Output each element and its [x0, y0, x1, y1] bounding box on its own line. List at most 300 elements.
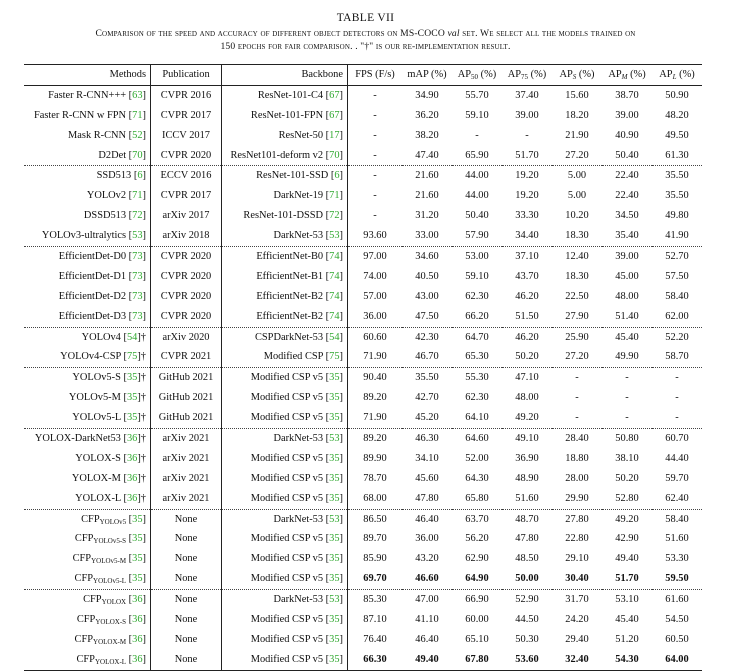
citation-link[interactable]: 35 [132, 573, 143, 585]
citation-link[interactable]: 36 [126, 472, 138, 484]
fps-cell: 89.20 [348, 429, 403, 449]
apm-cell: 45.00 [615, 270, 639, 282]
aps-cell: 27.90 [565, 310, 589, 322]
citation-link[interactable]: 35 [329, 412, 340, 424]
apl-cell: - [675, 412, 679, 424]
citation-link[interactable]: 35 [329, 573, 340, 585]
backbone-cell: Modified CSP v5 [35] [222, 388, 348, 408]
aps-cell: 18.30 [565, 270, 589, 282]
fps-cell: 68.00 [363, 492, 387, 504]
citation-link[interactable]: 67 [329, 109, 340, 121]
citation-link[interactable]: 35 [132, 513, 143, 525]
apm-cell: 51.20 [615, 633, 639, 645]
ap50-cell: 67.80 [452, 650, 502, 670]
ap75-cell: 43.70 [515, 270, 539, 282]
publication-cell: CVPR 2020 [151, 267, 222, 287]
apl-cell: 58.40 [665, 290, 689, 302]
map-cell: 47.80 [415, 492, 439, 504]
apm-cell: 38.10 [615, 452, 639, 464]
citation-link[interactable]: 75 [126, 351, 138, 363]
ap75-cell: 51.70 [515, 149, 539, 161]
ap75-cell: 39.00 [515, 109, 539, 121]
ap75-cell: 50.00 [515, 573, 539, 585]
method-cell: EfficientDet-D0 [73] [24, 247, 151, 267]
citation-link[interactable]: 74 [329, 270, 340, 282]
table-row [24, 347, 702, 367]
apl-cell: 48.20 [665, 109, 689, 121]
citation-link[interactable]: 35 [126, 372, 138, 384]
aps-cell: 30.40 [565, 573, 589, 585]
apl-cell: 60.70 [652, 429, 702, 449]
publication-cell: GitHub 2021 [151, 368, 222, 388]
ap50-cell: 44.00 [465, 190, 489, 202]
citation-link[interactable]: 52 [132, 129, 143, 141]
method-cell: $CFP_{YOLOv5}$ [35] [24, 509, 151, 529]
table-row [24, 267, 702, 287]
citation-link[interactable]: 70 [132, 149, 143, 161]
backbone-cell: DarkNet-53 [53] [222, 590, 348, 610]
backbone-cell: Modified CSP v5 [35] [222, 610, 348, 630]
apl-cell: 62.40 [665, 492, 689, 504]
header-publication: Publication [151, 65, 222, 86]
apl-cell: 59.50 [665, 573, 689, 585]
aps-cell: 32.40 [552, 650, 602, 670]
publication-cell: CVPR 2020 [151, 287, 222, 307]
apm-cell: 45.40 [602, 327, 652, 347]
table-row [24, 489, 702, 509]
citation-link[interactable]: 35 [329, 392, 340, 404]
caption-part2: set. We select all the models trained on [462, 28, 636, 39]
map-cell: 34.10 [415, 452, 439, 464]
map-cell: 34.60 [402, 247, 452, 267]
apl-cell: 35.50 [665, 190, 689, 202]
fps-cell: 87.10 [363, 613, 387, 625]
backbone-cell: Modified CSP [75] [222, 347, 348, 367]
publication-cell: None [151, 509, 222, 529]
citation-link[interactable]: 36 [132, 633, 143, 645]
citation-link[interactable]: 35 [329, 452, 340, 464]
ap50-cell: 52.00 [465, 452, 489, 464]
ap50-cell: 63.70 [452, 509, 502, 529]
apm-cell: 49.90 [615, 351, 639, 363]
ap50-cell: 55.30 [452, 368, 502, 388]
header-apl: $AP_L$ (%) [652, 65, 702, 86]
fps-cell: 85.90 [363, 553, 387, 565]
publication-cell: arXiv 2017 [151, 206, 222, 226]
citation-link[interactable]: 36 [132, 594, 143, 606]
citation-link[interactable]: 75 [329, 351, 340, 363]
citation-link[interactable]: 54 [126, 331, 138, 343]
ap75-cell: 37.10 [502, 247, 552, 267]
fps-cell: 89.90 [363, 452, 387, 464]
ap75-cell: 48.00 [515, 392, 539, 404]
table-row [24, 206, 702, 226]
apm-cell: 40.90 [615, 129, 639, 141]
apm-cell: 50.40 [615, 149, 639, 161]
citation-link[interactable]: 70 [329, 149, 340, 161]
table-row [24, 529, 702, 549]
ap50-cell: 60.00 [465, 613, 489, 625]
fps-cell: 90.40 [348, 368, 403, 388]
aps-cell: 29.10 [565, 553, 589, 565]
table-row [24, 569, 702, 589]
method-cell: EfficientDet-D3 [73] [24, 307, 151, 327]
backbone-cell: EfficientNet-B0 [74] [222, 247, 348, 267]
citation-link[interactable]: 53 [132, 230, 143, 242]
method-cell: EfficientDet-D1 [73] [24, 267, 151, 287]
ap50-cell: 56.20 [465, 533, 489, 545]
aps-cell: - [575, 392, 579, 404]
aps-cell: 25.90 [552, 327, 602, 347]
ap50-cell: - [475, 129, 479, 141]
citation-link[interactable]: 35 [329, 492, 340, 504]
table-body [24, 85, 702, 670]
map-cell: 42.30 [402, 327, 452, 347]
backbone-cell: DarkNet-53 [53] [222, 226, 348, 246]
table-row [24, 226, 702, 246]
apm-cell: 22.40 [615, 190, 639, 202]
aps-cell: 27.80 [552, 509, 602, 529]
citation-link[interactable]: 35 [329, 553, 340, 565]
aps-cell: 29.40 [565, 633, 589, 645]
citation-link[interactable]: 73 [132, 290, 143, 302]
method-cell: Mask R-CNN [52] [24, 126, 151, 146]
publication-cell: GitHub 2021 [151, 408, 222, 428]
ap75-cell: 46.20 [502, 327, 552, 347]
aps-cell: 5.00 [567, 190, 587, 202]
apm-cell: 49.40 [615, 553, 639, 565]
citation-link[interactable]: 35 [132, 533, 143, 545]
backbone-cell: Modified CSP v5 [35] [222, 469, 348, 489]
aps-cell: 27.20 [565, 351, 589, 363]
ap75-cell: 37.40 [515, 89, 539, 101]
citation-link[interactable]: 72 [132, 210, 143, 222]
citation-link[interactable]: 74 [329, 250, 340, 262]
citation-link[interactable]: 71 [132, 109, 143, 121]
method-cell: $CFP_{YOLOX-L}$ [36] [24, 650, 151, 670]
header-fps: FPS (F/s) [348, 65, 403, 86]
fps-cell: - [373, 109, 377, 121]
citation-link[interactable]: 63 [132, 89, 143, 101]
citation-link[interactable]: 71 [132, 190, 143, 202]
map-cell: 33.00 [415, 230, 439, 242]
backbone-cell: Modified CSP v5 [35] [222, 650, 348, 670]
ap50-cell: 44.00 [452, 166, 502, 186]
method-cell: YOLOX-S [36]† [24, 449, 151, 469]
apl-cell: 49.80 [665, 210, 689, 222]
publication-cell: CVPR 2017 [151, 106, 222, 126]
apl-cell: 59.70 [665, 472, 689, 484]
citation-link[interactable]: 35 [126, 392, 138, 404]
citation-link[interactable]: 17 [329, 129, 340, 141]
map-cell: 43.20 [415, 553, 439, 565]
apl-cell: 44.40 [665, 452, 689, 464]
apm-cell: 34.50 [615, 210, 639, 222]
citation-link[interactable]: 53 [329, 230, 340, 242]
fps-cell: 66.30 [348, 650, 403, 670]
method-cell: YOLOv2 [71] [24, 186, 151, 206]
citation-link[interactable]: 73 [132, 310, 143, 322]
citation-link[interactable]: 35 [329, 653, 340, 665]
ap50-cell: 65.90 [465, 149, 489, 161]
publication-cell: GitHub 2021 [151, 388, 222, 408]
citation-link[interactable]: 74 [329, 290, 340, 302]
backbone-cell: ResNet-50 [17] [222, 126, 348, 146]
header-ap75: $AP_{75}$ (%) [502, 65, 552, 86]
aps-cell: 15.60 [565, 89, 589, 101]
fps-cell: 36.00 [363, 310, 387, 322]
header-ap50: $AP_{50}$ (%) [452, 65, 502, 86]
table-row [24, 287, 702, 307]
apl-cell: 41.90 [665, 230, 689, 242]
table-row [24, 408, 702, 428]
citation-link[interactable]: 6 [137, 170, 143, 182]
map-cell: 21.60 [402, 166, 452, 186]
table-row [24, 126, 702, 146]
method-cell: YOLOv5-M [35]† [24, 388, 151, 408]
fps-cell: 85.30 [348, 590, 403, 610]
aps-cell: 27.20 [565, 149, 589, 161]
publication-cell: None [151, 529, 222, 549]
method-cell: YOLOv4-CSP [75]† [24, 347, 151, 367]
ap50-cell: 64.10 [465, 412, 489, 424]
fps-cell: - [373, 210, 377, 222]
fps-cell: 86.50 [348, 509, 403, 529]
fps-cell: 57.00 [363, 290, 387, 302]
method-cell: $CFP_{YOLOv5-S}$ [35] [24, 529, 151, 549]
table-row [24, 186, 702, 206]
backbone-cell: EfficientNet-B1 [74] [222, 267, 348, 287]
citation-link[interactable]: 35 [132, 553, 143, 565]
caption-line2: 150 epochs for fair comparison. . "†" is our re-implementation result. [220, 41, 511, 52]
backbone-cell: ResNet-101-C4 [67] [222, 85, 348, 105]
aps-cell: - [575, 412, 579, 424]
method-cell: $CFP_{YOLOX}$ [36] [24, 590, 151, 610]
apl-cell: - [675, 392, 679, 404]
backbone-cell: CSPDarkNet-53 [54] [222, 327, 348, 347]
ap50-cell: 66.90 [452, 590, 502, 610]
publication-cell: None [151, 610, 222, 630]
apl-cell: 54.50 [665, 613, 689, 625]
table-row [24, 146, 702, 166]
fps-cell: 89.70 [363, 533, 387, 545]
header-backbone: Backbone [222, 65, 348, 86]
citation-link[interactable]: 73 [132, 250, 143, 262]
map-cell: 47.00 [402, 590, 452, 610]
method-cell: $CFP_{YOLOX-S}$ [36] [24, 610, 151, 630]
apl-cell: 52.70 [652, 247, 702, 267]
fps-cell: - [373, 190, 377, 202]
ap75-cell: 48.70 [502, 509, 552, 529]
fps-cell: 78.70 [363, 472, 387, 484]
citation-link[interactable]: 71 [329, 190, 340, 202]
apl-cell: 61.30 [665, 149, 689, 161]
fps-cell: 60.60 [348, 327, 403, 347]
backbone-cell: Modified CSP v5 [35] [222, 368, 348, 388]
apm-cell: 39.00 [615, 109, 639, 121]
method-cell: YOLOv4 [54]† [24, 327, 151, 347]
ap75-cell: 47.10 [502, 368, 552, 388]
ap50-cell: 65.80 [465, 492, 489, 504]
apm-cell: 50.80 [602, 429, 652, 449]
publication-cell: arXiv 2021 [151, 429, 222, 449]
citation-link[interactable]: 35 [329, 613, 340, 625]
aps-cell: 18.20 [565, 109, 589, 121]
citation-link[interactable]: 72 [329, 210, 340, 222]
citation-link[interactable]: 35 [329, 633, 340, 645]
ap75-cell: 49.20 [515, 412, 539, 424]
publication-cell: arXiv 2018 [151, 226, 222, 246]
fps-cell: - [348, 166, 403, 186]
apl-cell: 64.00 [652, 650, 702, 670]
backbone-cell: EfficientNet-B2 [74] [222, 287, 348, 307]
apl-cell: 50.90 [665, 89, 689, 101]
map-cell: 35.50 [402, 368, 452, 388]
apl-cell: 57.50 [665, 270, 689, 282]
citation-link[interactable]: 67 [329, 89, 340, 101]
publication-cell: CVPR 2021 [151, 347, 222, 367]
method-cell: Faster R-CNN w FPN [71] [24, 106, 151, 126]
ap75-cell: 19.20 [502, 166, 552, 186]
citation-link[interactable]: 36 [126, 452, 138, 464]
apm-cell: 54.30 [602, 650, 652, 670]
header-row [24, 65, 702, 86]
table-row [24, 166, 702, 186]
apl-cell: 62.00 [665, 310, 689, 322]
map-cell: 36.20 [415, 109, 439, 121]
fps-cell: 76.40 [363, 633, 387, 645]
citation-link[interactable]: 6 [334, 170, 340, 182]
publication-cell: None [151, 590, 222, 610]
ap75-cell: - [525, 129, 529, 141]
ap75-cell: 33.30 [515, 210, 539, 222]
backbone-cell: Modified CSP v5 [35] [222, 449, 348, 469]
map-cell: 43.00 [415, 290, 439, 302]
backbone-cell: DarkNet-53 [53] [222, 429, 348, 449]
backbone-cell: ResNet101-deform v2 [70] [222, 146, 348, 166]
backbone-cell: Modified CSP v5 [35] [222, 630, 348, 650]
table-row [24, 85, 702, 105]
table-row [24, 327, 702, 347]
citation-link[interactable]: 54 [329, 331, 340, 343]
citation-link[interactable]: 53 [329, 513, 340, 525]
aps-cell: 18.30 [565, 230, 589, 242]
publication-cell: ICCV 2017 [151, 126, 222, 146]
apl-cell: - [652, 368, 702, 388]
citation-link[interactable]: 36 [132, 653, 143, 665]
publication-cell: None [151, 569, 222, 589]
ap75-cell: 19.20 [515, 190, 539, 202]
map-cell: 49.40 [402, 650, 452, 670]
publication-cell: None [151, 650, 222, 670]
aps-cell: 18.80 [565, 452, 589, 464]
citation-link[interactable]: 36 [126, 492, 138, 504]
table-row [24, 590, 702, 610]
fps-cell: 71.90 [363, 351, 387, 363]
ap75-cell: 44.50 [515, 613, 539, 625]
ap50-cell: 65.10 [465, 633, 489, 645]
table-row [24, 509, 702, 529]
map-cell: 34.90 [415, 89, 439, 101]
ap75-cell: 50.30 [515, 633, 539, 645]
table-row [24, 307, 702, 327]
table-row [24, 247, 702, 267]
citation-link[interactable]: 36 [132, 613, 143, 625]
table-row [24, 429, 702, 449]
method-cell: EfficientDet-D2 [73] [24, 287, 151, 307]
method-cell: YOLOv3-ultralytics [53] [24, 226, 151, 246]
ap50-cell: 62.30 [465, 290, 489, 302]
ap50-cell: 53.00 [452, 247, 502, 267]
citation-link[interactable]: 36 [126, 432, 138, 444]
backbone-cell: DarkNet-19 [71] [222, 186, 348, 206]
citation-link[interactable]: 35 [329, 372, 340, 384]
table-row [24, 368, 702, 388]
backbone-cell: Modified CSP v5 [35] [222, 408, 348, 428]
map-cell: 46.30 [402, 429, 452, 449]
table-row [24, 630, 702, 650]
ap75-cell: 46.20 [515, 290, 539, 302]
citation-link[interactable]: 53 [329, 432, 340, 444]
aps-cell: 28.00 [565, 472, 589, 484]
map-cell: 31.20 [415, 210, 439, 222]
ap50-cell: 66.20 [465, 310, 489, 322]
apl-cell: 58.40 [652, 509, 702, 529]
ap50-cell: 57.90 [465, 230, 489, 242]
map-cell: 21.60 [415, 190, 439, 202]
table-row [24, 469, 702, 489]
ap75-cell: 52.90 [502, 590, 552, 610]
apl-cell: 58.70 [665, 351, 689, 363]
citation-link[interactable]: 74 [329, 310, 340, 322]
map-cell: 45.60 [415, 472, 439, 484]
ap50-cell: 62.30 [465, 392, 489, 404]
citation-link[interactable]: 35 [329, 533, 340, 545]
aps-cell: 24.20 [565, 613, 589, 625]
table-row [24, 549, 702, 569]
citation-link[interactable]: 53 [329, 594, 340, 606]
table-number: TABLE VII [336, 12, 395, 24]
ap75-cell: 51.60 [515, 492, 539, 504]
aps-cell: 21.90 [565, 129, 589, 141]
method-cell: YOLOX-DarkNet53 [36]† [24, 429, 151, 449]
ap50-cell: 64.30 [465, 472, 489, 484]
publication-cell: arXiv 2021 [151, 489, 222, 509]
method-cell: D2Det [70] [24, 146, 151, 166]
method-cell: YOLOv5-S [35]† [24, 368, 151, 388]
citation-link[interactable]: 35 [126, 412, 138, 424]
map-cell: 38.20 [415, 129, 439, 141]
ap50-cell: 55.70 [465, 89, 489, 101]
method-cell: SSD513 [6] [24, 166, 151, 186]
ap50-cell: 64.90 [465, 573, 489, 585]
caption-italic: val [447, 28, 460, 39]
citation-link[interactable]: 73 [132, 270, 143, 282]
apl-cell: 53.30 [665, 553, 689, 565]
apm-cell: 51.70 [615, 573, 639, 585]
method-cell: $CFP_{YOLOv5-L}$ [35] [24, 569, 151, 589]
apm-cell: 53.10 [602, 590, 652, 610]
apm-cell: - [625, 392, 629, 404]
backbone-cell: Modified CSP v5 [35] [222, 549, 348, 569]
publication-cell: CVPR 2020 [151, 247, 222, 267]
citation-link[interactable]: 35 [329, 472, 340, 484]
header-map: mAP (%) [402, 65, 452, 86]
ap50-cell: 59.10 [465, 109, 489, 121]
backbone-cell: Modified CSP v5 [35] [222, 529, 348, 549]
apm-cell: - [602, 368, 652, 388]
publication-cell: CVPR 2020 [151, 307, 222, 327]
